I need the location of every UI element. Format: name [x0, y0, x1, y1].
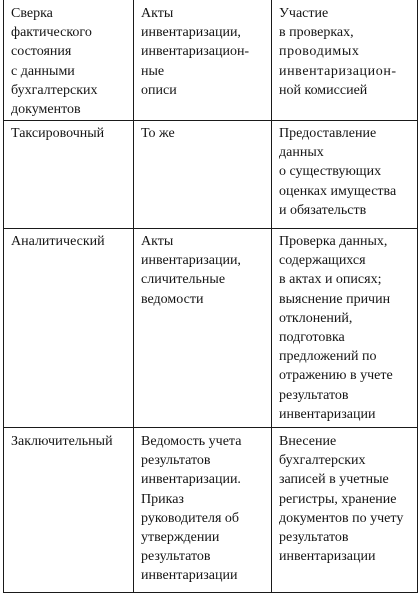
role-text: Проверка данных, — [279, 234, 388, 249]
documents-text: результатов — [141, 549, 211, 565]
role-text: бухгалтерских — [279, 453, 366, 469]
role-text: документов по учету — [279, 510, 404, 526]
role-text: инвентаризации — [279, 549, 376, 565]
role-text: регистры, хранение — [279, 491, 397, 507]
documents-text: результатов — [141, 453, 211, 469]
table-row — [4, 428, 418, 593]
role-text: записей в учетные — [279, 472, 389, 488]
documents-text: ные — [141, 63, 165, 79]
documents-text: сличительные — [141, 272, 226, 288]
stage-text: Таксировочный — [11, 126, 105, 141]
stage-cell — [4, 428, 134, 593]
stage-text: бухгалтерских — [11, 82, 98, 98]
role-cell — [272, 428, 418, 593]
stage-text: документов — [11, 102, 81, 118]
role-text: оценках имущества — [279, 183, 397, 199]
role-text: в актах и описях; — [279, 272, 382, 288]
documents-text: инвентаризации. — [141, 472, 241, 488]
role-text: данных — [279, 145, 324, 161]
role-cell — [272, 0, 418, 121]
documents-text: инвентаризации, — [141, 253, 241, 269]
documents-cell — [134, 121, 272, 229]
table-row — [4, 0, 418, 121]
role-text: подготовка — [279, 330, 345, 346]
role-text: результатов — [279, 530, 349, 546]
table-row — [4, 229, 418, 428]
table-row — [4, 121, 418, 229]
role-cell — [272, 229, 418, 428]
role-text: Предоставление — [279, 126, 377, 141]
stage-text: Аналитический — [11, 234, 105, 249]
role-text: в проверках, — [279, 25, 354, 41]
role-text: выяснение причин — [279, 291, 391, 307]
documents-cell — [134, 428, 272, 593]
documents-text: инвентаризации, — [141, 25, 241, 41]
documents-text: инвентаризацион- — [141, 44, 250, 60]
role-text: проводимых — [279, 44, 360, 60]
role-text: результатов — [279, 387, 349, 403]
role-text: ной комиссией — [279, 82, 368, 98]
role-text: отклонений, — [279, 310, 353, 326]
inventory-stages-table — [3, 0, 418, 593]
role-text: о существующих — [279, 164, 382, 180]
documents-text: описи — [141, 82, 177, 98]
stage-text: фактического — [11, 25, 92, 41]
documents-text: инвентаризации — [141, 568, 238, 584]
stage-text: Заключительный — [11, 434, 113, 449]
role-text: инвентаризации — [279, 406, 376, 422]
documents-cell — [134, 0, 272, 121]
role-text: отражению в учете — [279, 368, 393, 384]
stage-cell — [4, 0, 134, 121]
stage-text: Сверка — [11, 6, 53, 21]
documents-text: То же — [141, 126, 175, 141]
documents-text: Акты — [141, 234, 174, 249]
stage-text: с данными — [11, 63, 75, 79]
role-text: содержащихся — [279, 253, 366, 269]
documents-cell — [134, 229, 272, 428]
role-cell — [272, 121, 418, 229]
stage-text: состояния — [11, 44, 72, 60]
role-text: предложений по — [279, 349, 377, 365]
stage-cell — [4, 121, 134, 229]
documents-text: Ведомость учета — [141, 434, 242, 449]
documents-text: ведомости — [141, 291, 204, 307]
role-text: и обязательств — [279, 202, 367, 218]
documents-text: Приказ — [141, 491, 184, 507]
role-text: инвентаризацион- — [279, 63, 397, 79]
documents-text: утверждении — [141, 530, 220, 546]
stage-cell — [4, 229, 134, 428]
documents-text: руководителя об — [141, 510, 240, 526]
role-text: Внесение — [279, 434, 337, 449]
documents-text: Акты — [141, 6, 174, 21]
role-text: Участие — [279, 6, 329, 21]
